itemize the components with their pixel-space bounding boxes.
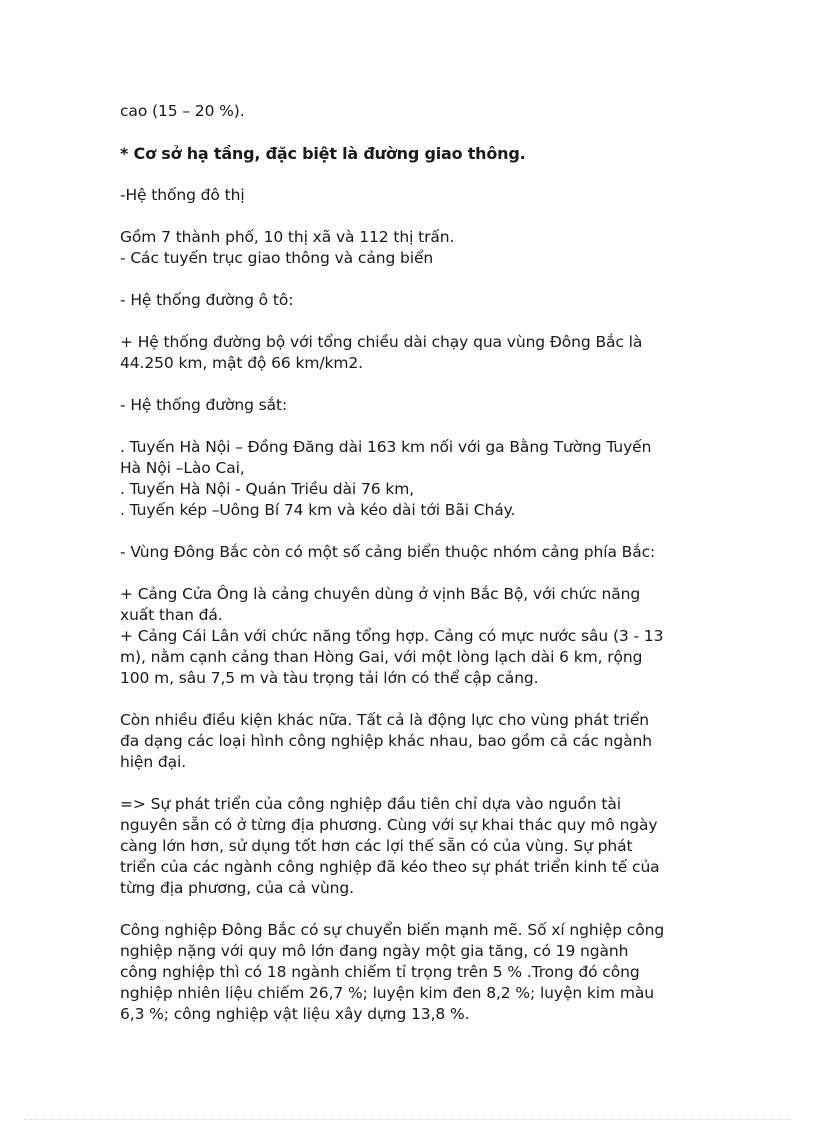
text-line: -Hệ thống đô thị	[120, 186, 245, 204]
blank-line	[120, 521, 700, 542]
text-line: càng lớn hơn, sử dụng tốt hơn các lợi thế sẵn có của vùng. Sự phát	[120, 837, 633, 855]
text-line: Còn nhiều điều kiện khác nữa. Tất cả là động lực cho vùng phát triển	[120, 711, 650, 729]
blank-line	[120, 563, 700, 584]
text-line: 44.250 km, mật độ 66 km/km2.	[120, 354, 363, 372]
text-line: cao (15 – 20 %).	[120, 102, 245, 120]
text-line: đa dạng các loại hình công nghiệp khác nhau, bao gồm cả các ngành	[120, 732, 652, 750]
text-line: nghiệp nhiên liệu chiếm 26,7 %; luyện kim đen 8,2 %; luyện kim màu	[120, 984, 654, 1002]
text-line: + Cảng Cửa Ông là cảng chuyên dùng ở vịnh Bắc Bộ, với chức năng	[120, 585, 641, 603]
blank-line	[120, 689, 700, 710]
document-body	[120, 101, 700, 1025]
text-line: - Vùng Đông Bắc còn có một số cảng biển thuộc nhóm cảng phía Bắc:	[120, 543, 656, 561]
blank-line	[120, 206, 700, 227]
text-line: + Hệ thống đường bộ với tổng chiều dài chạy qua vùng Đông Bắc là	[120, 333, 643, 351]
text-line: => Sự phát triển của công nghiệp đầu tiên chỉ dựa vào nguồn tài	[120, 795, 621, 813]
text-line: từng địa phương, của cả vùng.	[120, 879, 354, 897]
text-line: + Cảng Cái Lân với chức năng tổng hợp. Cảng có mực nước sâu (3 - 13	[120, 627, 664, 645]
blank-line	[120, 773, 700, 794]
text-line: công nghiệp thì có 18 ngành chiếm tỉ trọng trên 5 % .Trong đó công	[120, 963, 640, 981]
blank-line	[120, 374, 700, 395]
blank-line	[120, 122, 700, 143]
text-line: . Tuyến Hà Nội - Quán Triều dài 76 km,	[120, 480, 415, 498]
blank-line	[120, 416, 700, 437]
blank-line	[120, 164, 700, 185]
text-line: triển của các ngành công nghiệp đã kéo theo sự phát triển kinh tế của	[120, 858, 660, 876]
text-line: Hà Nội –Lào Cai,	[120, 459, 245, 477]
text-line: - Các tuyến trục giao thông và cảng biển	[120, 249, 434, 267]
text-line: nghiệp nặng với quy mô lớn đang ngày một gia tăng, có 19 ngành	[120, 942, 629, 960]
text-line: 100 m, sâu 7,5 m và tàu trọng tải lớn có thể cập cảng.	[120, 669, 539, 687]
page-bottom-border	[24, 1119, 792, 1120]
text-line: m), nằm cạnh cảng than Hòng Gai, với một lòng lạch dài 6 km, rộng	[120, 648, 643, 666]
section-heading: * Cơ sở hạ tầng, đặc biệt là đường giao thông.	[120, 144, 526, 163]
text-line: . Tuyến Hà Nội – Đồng Đăng dài 163 km nối với ga Bằng Tường Tuyến	[120, 438, 652, 456]
blank-line	[120, 269, 700, 290]
text-line: xuất than đá.	[120, 606, 223, 624]
text-line: Gồm 7 thành phố, 10 thị xã và 112 thị trấn.	[120, 228, 455, 246]
text-line: hiện đại.	[120, 753, 187, 771]
text-line: nguyên sẵn có ở từng địa phương. Cùng với sự khai thác quy mô ngày	[120, 816, 658, 834]
text-line: . Tuyến kép –Uông Bí 74 km và kéo dài tới Bãi Cháy.	[120, 501, 516, 519]
text-line: 6,3 %; công nghiệp vật liệu xây dựng 13,8 %.	[120, 1005, 470, 1023]
blank-line	[120, 899, 700, 920]
text-line: - Hệ thống đường ô tô:	[120, 291, 294, 309]
blank-line	[120, 311, 700, 332]
text-line: - Hệ thống đường sắt:	[120, 396, 288, 414]
text-line: Công nghiệp Đông Bắc có sự chuyển biến mạnh mẽ. Số xí nghiệp công	[120, 921, 665, 939]
